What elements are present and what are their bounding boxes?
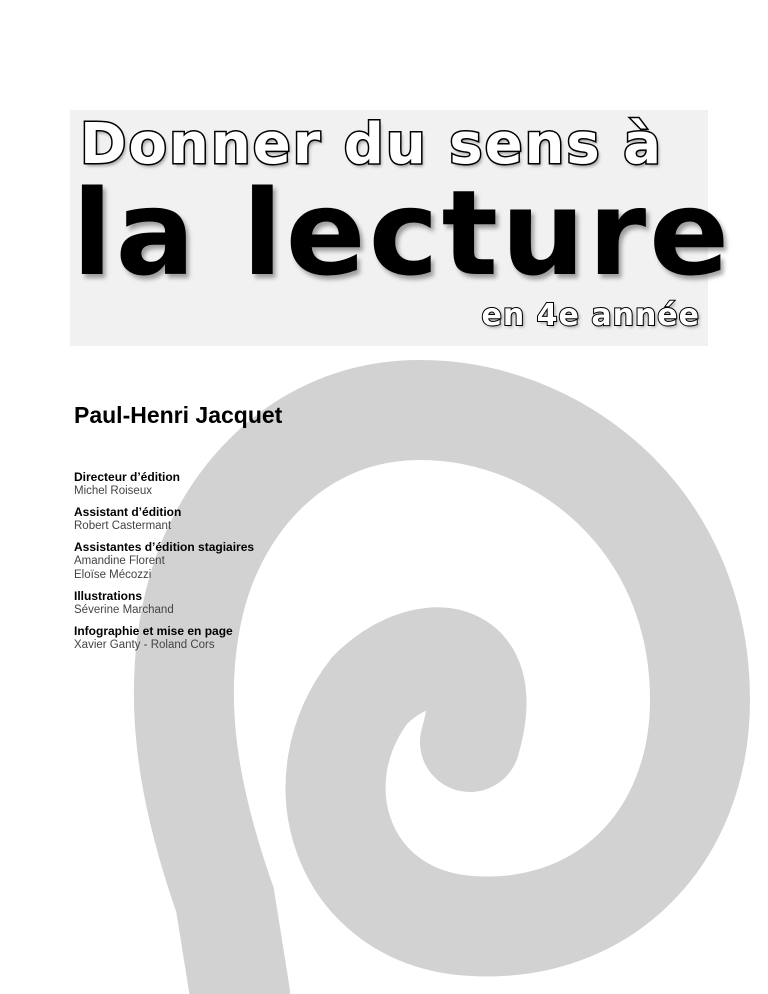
credit-layout bbox=[74, 624, 434, 652]
credit-name: Xavier Ganty - Roland Cors bbox=[74, 639, 215, 651]
credit-role: Assistant d’édition bbox=[74, 505, 182, 519]
credit-name: Robert Castermant bbox=[74, 520, 172, 532]
credit-name: Eloïse Mécozzi bbox=[74, 569, 152, 581]
title-line-1: Donner du sens à bbox=[80, 112, 664, 177]
credit-role: Assistantes d’édition stagiaires bbox=[74, 540, 255, 554]
title-block bbox=[70, 110, 733, 346]
credit-assistant bbox=[74, 505, 434, 533]
credit-role: Infographie et mise en page bbox=[74, 624, 233, 638]
credits-list bbox=[74, 470, 434, 659]
credit-director bbox=[74, 470, 434, 498]
credit-illustrations bbox=[74, 589, 434, 617]
author-name: Paul-Henri Jacquet bbox=[74, 402, 283, 428]
title-line-2: la lecture bbox=[72, 164, 733, 302]
credit-role: Illustrations bbox=[74, 589, 143, 603]
credit-name: Amandine Florent bbox=[74, 555, 165, 567]
title-line-3: en 4e année bbox=[481, 298, 700, 333]
credit-role: Directeur d’édition bbox=[74, 470, 181, 484]
credit-interns bbox=[74, 540, 434, 582]
credit-name: Séverine Marchand bbox=[74, 604, 174, 616]
credit-name: Michel Roiseux bbox=[74, 485, 152, 497]
